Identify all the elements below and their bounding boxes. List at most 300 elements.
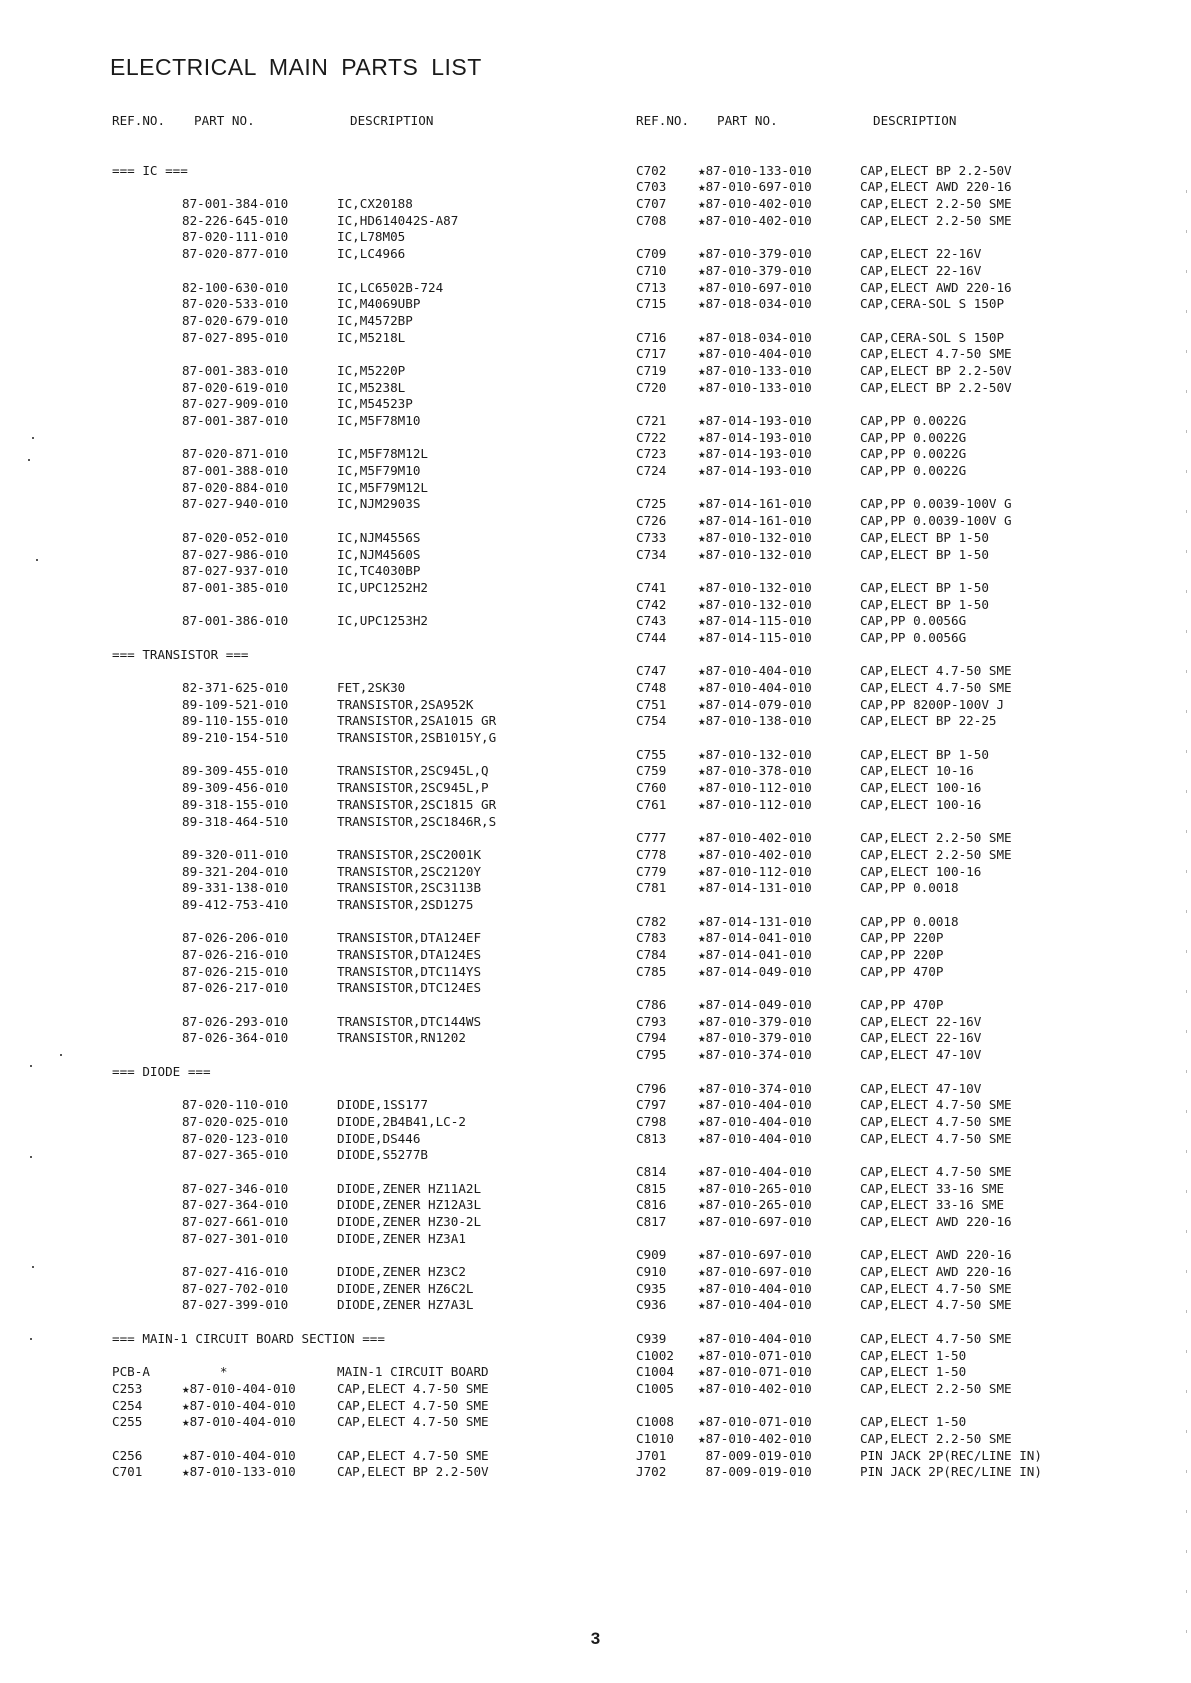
parts-row bbox=[636, 1348, 1156, 1365]
row-spacer bbox=[636, 1398, 1156, 1415]
part-no: 87-027-301-010 bbox=[182, 1230, 289, 1246]
parts-row bbox=[636, 880, 1156, 897]
part-no: ★87-010-404-010 bbox=[698, 1097, 812, 1113]
description: TRANSISTOR,DTC114YS bbox=[337, 963, 482, 979]
ref-no: C253 bbox=[112, 1380, 143, 1396]
part-no: ★87-010-404-010 bbox=[182, 1380, 296, 1396]
ref-no: C716 bbox=[636, 329, 667, 345]
description: CAP,ELECT BP 1-50 bbox=[860, 529, 989, 545]
ref-no: C909 bbox=[636, 1247, 667, 1263]
description: CAP,ELECT 4.7-50 SME bbox=[860, 663, 1012, 679]
parts-row bbox=[636, 1247, 1156, 1264]
parts-row bbox=[636, 296, 1156, 313]
description: CAP,ELECT 22-16V bbox=[860, 262, 982, 278]
parts-row bbox=[112, 1181, 632, 1198]
parts-row bbox=[112, 1231, 632, 1248]
parts-row bbox=[112, 1464, 632, 1481]
parts-row bbox=[112, 396, 632, 413]
parts-row bbox=[112, 580, 632, 597]
part-no: ★87-010-404-010 bbox=[182, 1447, 296, 1463]
description: CAP,ELECT BP 1-50 bbox=[860, 546, 989, 562]
part-no: ★87-014-193-010 bbox=[698, 446, 812, 462]
part-no: ★87-010-379-010 bbox=[698, 1013, 812, 1029]
row-spacer bbox=[112, 1081, 632, 1098]
description: CAP,ELECT 4.7-50 SME bbox=[860, 1163, 1012, 1179]
description: CAP,PP 0.0039-100V G bbox=[860, 513, 1012, 529]
description: CAP,ELECT 4.7-50 SME bbox=[337, 1380, 489, 1396]
row-spacer bbox=[112, 430, 632, 447]
description: CAP,ELECT AWD 220-16 bbox=[860, 279, 1012, 295]
parts-row bbox=[636, 1097, 1156, 1114]
description: IC,LC4966 bbox=[337, 246, 406, 262]
header-part-no: PART NO. bbox=[717, 113, 778, 128]
row-spacer bbox=[112, 263, 632, 280]
parts-row bbox=[636, 496, 1156, 513]
description: CAP,ELECT 4.7-50 SME bbox=[337, 1414, 489, 1430]
scan-speck bbox=[32, 1266, 34, 1268]
parts-row bbox=[112, 1114, 632, 1131]
parts-row bbox=[112, 1147, 632, 1164]
part-no: ★87-010-402-010 bbox=[698, 196, 812, 212]
part-no: 87-009-019-010 bbox=[698, 1447, 812, 1463]
description: CAP,ELECT 1-50 bbox=[860, 1347, 967, 1363]
part-no: 87-027-940-010 bbox=[182, 496, 289, 512]
page-title: ELECTRICAL MAIN PARTS LIST bbox=[110, 54, 482, 80]
part-no: 87-026-216-010 bbox=[182, 947, 289, 962]
section-heading: === DIODE === bbox=[112, 1063, 211, 1079]
part-no: ★87-010-404-010 bbox=[182, 1414, 296, 1430]
row-spacer bbox=[112, 179, 632, 196]
ref-no: C717 bbox=[636, 346, 667, 362]
scan-speck bbox=[60, 1054, 62, 1056]
part-no: ★87-014-161-010 bbox=[698, 513, 812, 529]
row-spacer bbox=[112, 1047, 632, 1064]
part-no: 87-001-387-010 bbox=[182, 413, 289, 428]
description: CAP,ELECT 100-16 bbox=[860, 863, 982, 879]
ref-no: C703 bbox=[636, 179, 667, 195]
row-spacer bbox=[636, 313, 1156, 330]
parts-row bbox=[636, 663, 1156, 680]
ref-no: C786 bbox=[636, 997, 667, 1013]
parts-row bbox=[636, 847, 1156, 864]
description: CAP,PP 470P bbox=[860, 963, 944, 979]
row-spacer bbox=[112, 747, 632, 764]
part-no: ★87-018-034-010 bbox=[698, 329, 812, 345]
description: CAP,ELECT 4.7-50 SME bbox=[860, 1130, 1012, 1146]
description: CAP,ELECT 22-16V bbox=[860, 1030, 982, 1046]
part-no: ★87-010-132-010 bbox=[698, 529, 812, 545]
parts-row bbox=[112, 446, 632, 463]
part-no: ★87-010-402-010 bbox=[698, 846, 812, 862]
part-no: ★87-010-071-010 bbox=[698, 1414, 812, 1430]
part-no: ★87-010-132-010 bbox=[698, 746, 812, 762]
row-spacer bbox=[112, 914, 632, 931]
description: CAP,ELECT 2.2-50 SME bbox=[860, 830, 1012, 846]
parts-row bbox=[636, 1414, 1156, 1431]
part-no: 87-020-619-010 bbox=[182, 379, 289, 395]
parts-row bbox=[112, 196, 632, 213]
parts-row bbox=[112, 363, 632, 380]
part-no: ★87-014-049-010 bbox=[698, 997, 812, 1013]
part-no: 87-001-385-010 bbox=[182, 579, 289, 595]
description: CAP,PP 0.0056G bbox=[860, 629, 967, 645]
parts-row bbox=[112, 229, 632, 246]
part-no: 87-001-383-010 bbox=[182, 362, 289, 378]
description: IC,M5238L bbox=[337, 379, 406, 395]
parts-row bbox=[636, 1114, 1156, 1131]
parts-row bbox=[112, 814, 632, 831]
parts-row bbox=[636, 1030, 1156, 1047]
part-no: 89-321-204-010 bbox=[182, 863, 289, 879]
parts-row bbox=[112, 1131, 632, 1148]
ref-no: C747 bbox=[636, 663, 667, 679]
part-no: ★87-010-404-010 bbox=[698, 663, 812, 679]
parts-row bbox=[636, 763, 1156, 780]
ref-no: C701 bbox=[112, 1464, 143, 1480]
row-spacer bbox=[636, 980, 1156, 997]
parts-row bbox=[636, 747, 1156, 764]
parts-row bbox=[112, 213, 632, 230]
ref-no: C734 bbox=[636, 546, 667, 562]
ref-no: C721 bbox=[636, 413, 667, 428]
parts-row bbox=[112, 964, 632, 981]
parts-row bbox=[636, 413, 1156, 430]
parts-row bbox=[112, 1281, 632, 1298]
description: TRANSISTOR,DTC144WS bbox=[337, 1013, 482, 1029]
row-spacer bbox=[636, 229, 1156, 246]
parts-row bbox=[636, 947, 1156, 964]
description: DIODE,2B4B41,LC-2 bbox=[337, 1113, 466, 1129]
description: CAP,ELECT 2.2-50 SME bbox=[860, 1430, 1012, 1446]
ref-no: C761 bbox=[636, 796, 667, 812]
description: CAP,PP 0.0039-100V G bbox=[860, 496, 1012, 512]
description: PIN JACK 2P(REC/LINE IN) bbox=[860, 1447, 1042, 1463]
ref-no: C1005 bbox=[636, 1380, 674, 1396]
part-no: ★87-010-265-010 bbox=[698, 1180, 812, 1196]
parts-row bbox=[636, 530, 1156, 547]
description: IC,TC4030BP bbox=[337, 563, 421, 579]
description: DIODE,ZENER HZ3A1 bbox=[337, 1230, 466, 1246]
part-no: ★87-010-071-010 bbox=[698, 1364, 812, 1380]
parts-row bbox=[112, 780, 632, 797]
part-no: ★87-010-112-010 bbox=[698, 863, 812, 879]
description: CAP,ELECT 22-16V bbox=[860, 1013, 982, 1029]
description: DIODE,S5277B bbox=[337, 1147, 428, 1163]
part-no: ★87-010-697-010 bbox=[698, 1247, 812, 1263]
section-heading: === IC === bbox=[112, 162, 188, 178]
row-spacer bbox=[112, 1247, 632, 1264]
ref-no: C814 bbox=[636, 1163, 667, 1179]
parts-row bbox=[636, 196, 1156, 213]
description: CAP,PP 220P bbox=[860, 930, 944, 946]
ref-no: C723 bbox=[636, 446, 667, 462]
part-no: ★87-014-115-010 bbox=[698, 613, 812, 629]
ref-no: C1008 bbox=[636, 1414, 674, 1430]
part-no: ★87-010-133-010 bbox=[698, 379, 812, 395]
ref-no: C785 bbox=[636, 963, 667, 979]
part-no: 87-001-384-010 bbox=[182, 196, 289, 212]
description: CAP,ELECT 2.2-50 SME bbox=[860, 1380, 1012, 1396]
part-no: ★87-010-133-010 bbox=[698, 362, 812, 378]
part-no: ★87-010-402-010 bbox=[698, 1430, 812, 1446]
description: IC,M5F78M10 bbox=[337, 413, 421, 428]
description: CAP,ELECT 100-16 bbox=[860, 796, 982, 812]
part-no: ★87-010-112-010 bbox=[698, 796, 812, 812]
description: IC,UPC1253H2 bbox=[337, 613, 428, 629]
part-no: ★87-010-379-010 bbox=[698, 262, 812, 278]
parts-column-right bbox=[636, 113, 1156, 1481]
part-no: 87-020-533-010 bbox=[182, 296, 289, 312]
row-spacer bbox=[112, 1164, 632, 1181]
part-no: 87-020-052-010 bbox=[182, 529, 289, 545]
parts-list-left bbox=[112, 163, 632, 1481]
parts-row bbox=[636, 797, 1156, 814]
part-no: 87-026-364-010 bbox=[182, 1030, 289, 1046]
parts-row bbox=[636, 547, 1156, 564]
parts-row bbox=[112, 1014, 632, 1031]
part-no: 87-020-111-010 bbox=[182, 229, 289, 245]
description: IC,M4572BP bbox=[337, 312, 413, 328]
part-no: ★87-010-404-010 bbox=[182, 1397, 296, 1413]
description: TRANSISTOR,2SC2001K bbox=[337, 846, 482, 862]
row-spacer bbox=[112, 830, 632, 847]
ref-no: C755 bbox=[636, 746, 667, 762]
description: IC,UPC1252H2 bbox=[337, 579, 428, 595]
ref-no: C798 bbox=[636, 1113, 667, 1129]
row-spacer bbox=[112, 1348, 632, 1365]
section-heading: === MAIN-1 CIRCUIT BOARD SECTION === bbox=[112, 1330, 385, 1346]
description: CAP,ELECT AWD 220-16 bbox=[860, 1264, 1012, 1280]
part-no: ★87-010-697-010 bbox=[698, 279, 812, 295]
description: TRANSISTOR,2SA1015 GR bbox=[337, 713, 497, 729]
ref-no: C733 bbox=[636, 529, 667, 545]
description: CAP,ELECT 4.7-50 SME bbox=[337, 1397, 489, 1413]
parts-row bbox=[636, 613, 1156, 630]
description: CAP,ELECT 2.2-50 SME bbox=[860, 846, 1012, 862]
part-no: ★87-010-374-010 bbox=[698, 1047, 812, 1063]
description: CAP,ELECT BP 2.2-50V bbox=[860, 362, 1012, 378]
ref-no: C709 bbox=[636, 246, 667, 262]
description: CAP,ELECT 4.7-50 SME bbox=[860, 1280, 1012, 1296]
ref-no: C722 bbox=[636, 429, 667, 445]
part-no: ★87-010-378-010 bbox=[698, 763, 812, 779]
ref-no: C779 bbox=[636, 863, 667, 879]
part-no: ★87-014-049-010 bbox=[698, 963, 812, 979]
description: TRANSISTOR,2SC945L,P bbox=[337, 780, 489, 796]
description: CAP,ELECT 4.7-50 SME bbox=[860, 1113, 1012, 1129]
part-no: ★87-014-131-010 bbox=[698, 880, 812, 896]
parts-row bbox=[112, 1414, 632, 1431]
ref-no: C708 bbox=[636, 212, 667, 228]
parts-row bbox=[112, 547, 632, 564]
part-no: 87-027-399-010 bbox=[182, 1297, 289, 1313]
ref-no: C256 bbox=[112, 1447, 143, 1463]
parts-row bbox=[112, 246, 632, 263]
part-no: 89-110-155-010 bbox=[182, 713, 289, 729]
part-no: ★87-010-404-010 bbox=[698, 1297, 812, 1313]
row-spacer bbox=[636, 730, 1156, 747]
ref-no: C796 bbox=[636, 1080, 667, 1096]
part-no: ★87-014-193-010 bbox=[698, 429, 812, 445]
part-no: ★87-010-374-010 bbox=[698, 1080, 812, 1096]
description: CAP,ELECT 4.7-50 SME bbox=[860, 1097, 1012, 1113]
row-spacer bbox=[112, 630, 632, 647]
part-no: ★87-010-379-010 bbox=[698, 246, 812, 262]
part-no: ★87-010-402-010 bbox=[698, 212, 812, 228]
parts-row bbox=[112, 713, 632, 730]
description: CAP,ELECT 2.2-50 SME bbox=[860, 196, 1012, 212]
header-part-no: PART NO. bbox=[194, 113, 255, 128]
parts-row bbox=[636, 430, 1156, 447]
part-no: 87-027-986-010 bbox=[182, 546, 289, 562]
description: IC,HD614042S-A87 bbox=[337, 212, 459, 228]
header-description: DESCRIPTION bbox=[873, 113, 957, 128]
description: TRANSISTOR,2SB1015Y,G bbox=[337, 730, 497, 746]
description: CAP,ELECT BP 22-25 bbox=[860, 713, 997, 729]
ref-no: C782 bbox=[636, 913, 667, 929]
description: CAP,PP 0.0022G bbox=[860, 463, 967, 479]
part-no: ★87-010-697-010 bbox=[698, 179, 812, 195]
part-no: ★87-014-131-010 bbox=[698, 913, 812, 929]
description: CAP,PP 0.0022G bbox=[860, 446, 967, 462]
row-spacer bbox=[636, 1064, 1156, 1081]
parts-row bbox=[112, 530, 632, 547]
parts-row bbox=[112, 930, 632, 947]
part-no: 87-027-895-010 bbox=[182, 329, 289, 345]
ref-no: C793 bbox=[636, 1013, 667, 1029]
parts-row bbox=[636, 1431, 1156, 1448]
parts-row bbox=[636, 1364, 1156, 1381]
ref-no: C813 bbox=[636, 1130, 667, 1146]
part-no: 87-020-679-010 bbox=[182, 312, 289, 328]
description: MAIN-1 CIRCUIT BOARD bbox=[337, 1364, 489, 1380]
ref-no: PCB-A bbox=[112, 1364, 150, 1380]
parts-row bbox=[112, 1381, 632, 1398]
ref-no: C726 bbox=[636, 513, 667, 529]
row-spacer bbox=[636, 563, 1156, 580]
parts-row bbox=[636, 446, 1156, 463]
parts-row bbox=[636, 1164, 1156, 1181]
ref-no: C254 bbox=[112, 1397, 143, 1413]
parts-row bbox=[636, 346, 1156, 363]
part-no: ★87-010-404-010 bbox=[698, 346, 812, 362]
description: CAP,ELECT 33-16 SME bbox=[860, 1197, 1005, 1213]
ref-no: C795 bbox=[636, 1047, 667, 1063]
description: CAP,ELECT 1-50 bbox=[860, 1414, 967, 1430]
part-no: ★87-010-379-010 bbox=[698, 1030, 812, 1046]
part-no: ★87-014-115-010 bbox=[698, 629, 812, 645]
description: IC,M5220P bbox=[337, 362, 406, 378]
parts-row bbox=[112, 880, 632, 897]
ref-no: C255 bbox=[112, 1414, 143, 1430]
part-no: 87-026-293-010 bbox=[182, 1013, 289, 1029]
ref-no: C778 bbox=[636, 846, 667, 862]
parts-row bbox=[112, 1030, 632, 1047]
ref-no: C797 bbox=[636, 1097, 667, 1113]
description: CAP,ELECT BP 2.2-50V bbox=[860, 162, 1012, 178]
part-no: ★87-010-071-010 bbox=[698, 1347, 812, 1363]
ref-no: C760 bbox=[636, 780, 667, 796]
parts-row bbox=[112, 296, 632, 313]
parts-row bbox=[112, 413, 632, 430]
part-no: 87-027-702-010 bbox=[182, 1280, 289, 1296]
description: TRANSISTOR,RN1202 bbox=[337, 1030, 466, 1046]
description: CAP,PP 0.0022G bbox=[860, 429, 967, 445]
parts-row bbox=[636, 1448, 1156, 1465]
part-no: 87-026-206-010 bbox=[182, 930, 289, 946]
description: TRANSISTOR,2SC2120Y bbox=[337, 863, 482, 879]
description: CAP,ELECT BP 2.2-50V bbox=[337, 1464, 489, 1480]
scan-edge bbox=[1186, 190, 1187, 1660]
description: CAP,PP 0.0022G bbox=[860, 413, 967, 428]
parts-row bbox=[636, 680, 1156, 697]
description: CAP,CERA-SOL S 150P bbox=[860, 296, 1005, 312]
row-spacer bbox=[636, 897, 1156, 914]
parts-row bbox=[636, 1197, 1156, 1214]
parts-row bbox=[636, 1131, 1156, 1148]
ref-no: C719 bbox=[636, 362, 667, 378]
description: CAP,ELECT 47-10V bbox=[860, 1080, 982, 1096]
description: IC,M5F79M10 bbox=[337, 463, 421, 479]
parts-row bbox=[112, 1364, 632, 1381]
row-spacer bbox=[112, 663, 632, 680]
parts-row bbox=[112, 1297, 632, 1314]
ref-no: C715 bbox=[636, 296, 667, 312]
part-no: 87-027-365-010 bbox=[182, 1147, 289, 1163]
description: CAP,CERA-SOL S 150P bbox=[860, 329, 1005, 345]
description: CAP,PP 220P bbox=[860, 947, 944, 962]
parts-row bbox=[636, 997, 1156, 1014]
ref-no: C725 bbox=[636, 496, 667, 512]
description: CAP,ELECT BP 1-50 bbox=[860, 596, 989, 612]
parts-row bbox=[112, 280, 632, 297]
ref-no: C754 bbox=[636, 713, 667, 729]
part-no: 87-027-661-010 bbox=[182, 1214, 289, 1229]
description: DIODE,ZENER HZ6C2L bbox=[337, 1280, 474, 1296]
ref-no: C751 bbox=[636, 696, 667, 712]
part-no: ★87-010-404-010 bbox=[698, 1130, 812, 1146]
ref-no: J701 bbox=[636, 1447, 667, 1463]
part-no: 87-026-217-010 bbox=[182, 980, 289, 996]
row-spacer bbox=[636, 1314, 1156, 1331]
part-no: ★87-010-404-010 bbox=[698, 1330, 812, 1346]
scan-speck bbox=[28, 459, 30, 461]
parts-row bbox=[636, 263, 1156, 280]
part-no: ★87-010-404-010 bbox=[698, 1280, 812, 1296]
description: TRANSISTOR,2SC945L,Q bbox=[337, 763, 489, 779]
row-spacer bbox=[636, 1231, 1156, 1248]
ref-no: C742 bbox=[636, 596, 667, 612]
part-no: 89-318-155-010 bbox=[182, 796, 289, 812]
part-no: 89-320-011-010 bbox=[182, 846, 289, 862]
scan-speck bbox=[36, 559, 38, 561]
description: IC,M5218L bbox=[337, 329, 406, 345]
parts-row bbox=[636, 780, 1156, 797]
part-no: ★87-010-404-010 bbox=[698, 1113, 812, 1129]
part-no: 89-318-464-510 bbox=[182, 813, 289, 829]
description: IC,NJM4556S bbox=[337, 529, 421, 545]
ref-no: C816 bbox=[636, 1197, 667, 1213]
parts-row bbox=[112, 730, 632, 747]
column-header bbox=[112, 113, 632, 130]
parts-row bbox=[112, 980, 632, 997]
parts-row bbox=[112, 947, 632, 964]
ref-no: C724 bbox=[636, 463, 667, 479]
ref-no: C1004 bbox=[636, 1364, 674, 1380]
header-description: DESCRIPTION bbox=[350, 113, 434, 128]
part-no: 87-020-110-010 bbox=[182, 1097, 289, 1113]
description: CAP,ELECT 22-16V bbox=[860, 246, 982, 262]
